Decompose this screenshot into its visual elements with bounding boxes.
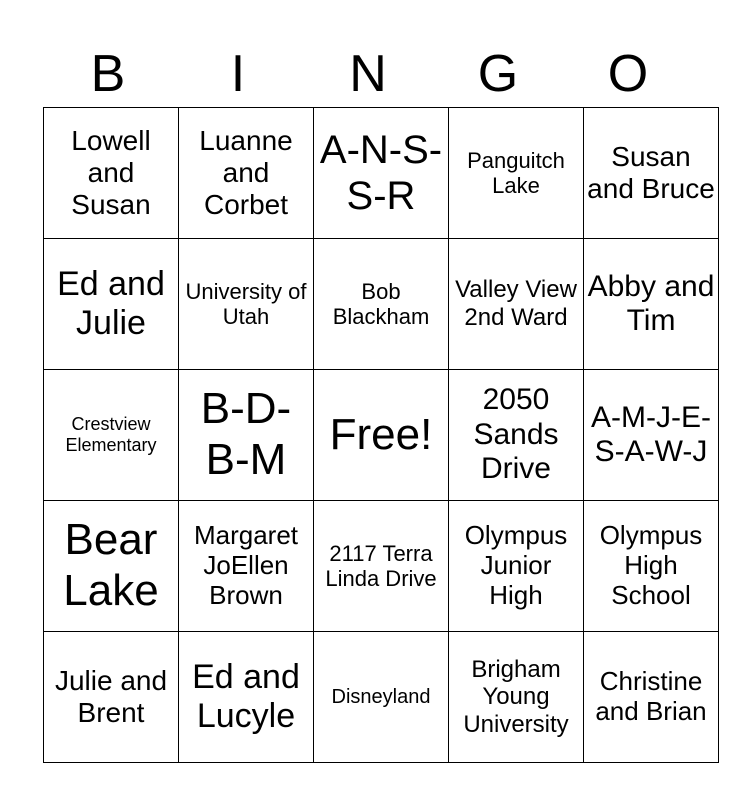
bingo-cell[interactable]: Ed and Lucyle (179, 632, 314, 763)
bingo-row (44, 501, 719, 632)
bingo-cell[interactable]: Lowell and Susan (44, 108, 179, 239)
header-letter-n: N (349, 45, 387, 103)
bingo-cell[interactable]: Bear Lake (44, 501, 179, 632)
header-letter-o: O (607, 45, 649, 103)
bingo-cell[interactable]: Bob Blackham (314, 239, 449, 370)
bingo-row (44, 108, 719, 239)
bingo-row (44, 632, 719, 763)
bingo-cell[interactable]: Abby and Tim (584, 239, 719, 370)
header-letter-b: B (90, 45, 126, 103)
bingo-cell[interactable]: Valley View 2nd Ward (449, 239, 584, 370)
bingo-cell[interactable]: Christine and Brian (584, 632, 719, 763)
bingo-cell[interactable]: A-N-S-S-R (314, 108, 449, 239)
bingo-cell[interactable]: Ed and Julie (44, 239, 179, 370)
bingo-cell[interactable]: A-M-J-E-S-A-W-J (584, 370, 719, 501)
bingo-cell[interactable]: Susan and Bruce (584, 108, 719, 239)
bingo-cell[interactable]: Olympus Junior High (449, 501, 584, 632)
bingo-card-grid (43, 107, 719, 763)
bingo-cell[interactable]: Panguitch Lake (449, 108, 584, 239)
header-letter-g: G (477, 45, 519, 103)
bingo-cell[interactable]: Margaret JoEllen Brown (179, 501, 314, 632)
bingo-cell[interactable]: Crestview Elementary (44, 370, 179, 501)
header-letter-i: I (230, 45, 246, 103)
bingo-cell[interactable]: Olympus High School (584, 501, 719, 632)
bingo-row (44, 370, 719, 501)
bingo-cell[interactable]: University of Utah (179, 239, 314, 370)
bingo-header (43, 40, 693, 108)
bingo-cell[interactable]: Disneyland (314, 632, 449, 763)
bingo-cell[interactable]: Luanne and Corbet (179, 108, 314, 239)
bingo-cell[interactable]: Brigham Young University (449, 632, 584, 763)
bingo-cell[interactable]: Julie and Brent (44, 632, 179, 763)
bingo-cell[interactable]: 2117 Terra Linda Drive (314, 501, 449, 632)
bingo-row (44, 239, 719, 370)
bingo-cell[interactable]: B-D-B-M (179, 370, 314, 501)
bingo-cell[interactable]: 2050 Sands Drive (449, 370, 584, 501)
bingo-free-cell[interactable]: Free! (314, 370, 449, 501)
